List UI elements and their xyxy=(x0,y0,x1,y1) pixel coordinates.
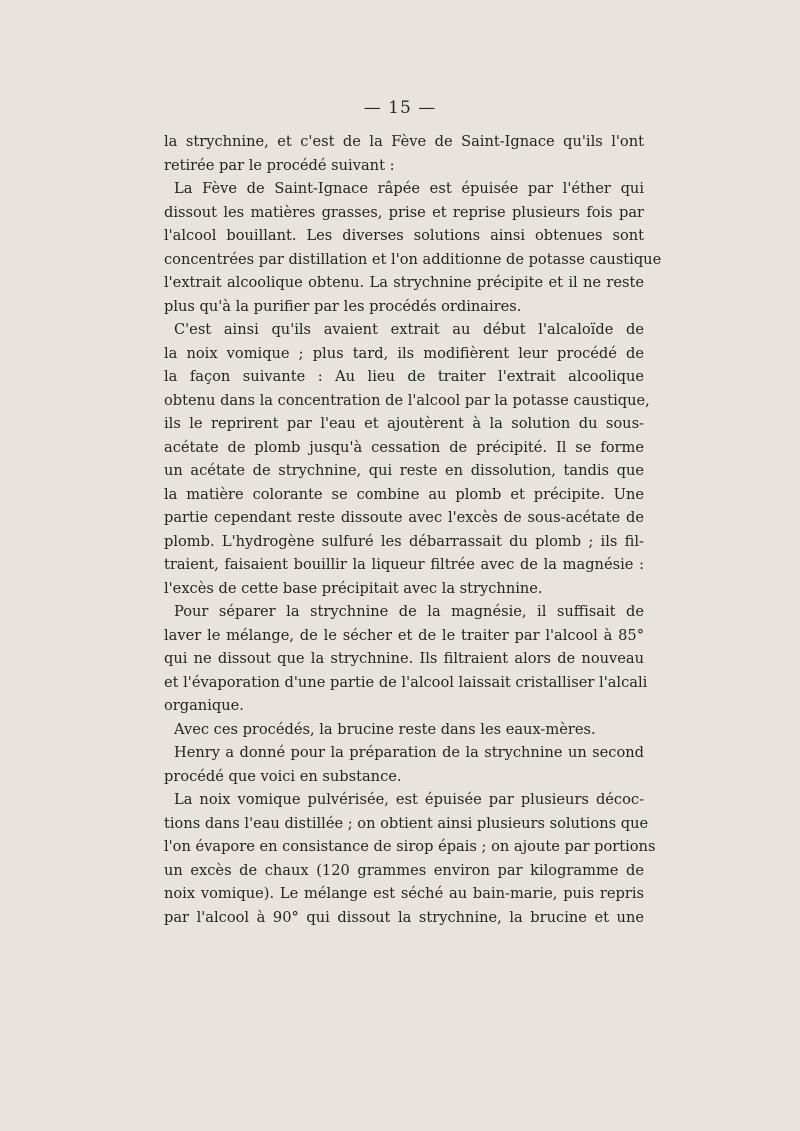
text-line: qui ne dissout que la strychnine. Ils filtraient alors de nouveau xyxy=(164,650,644,667)
text-line: Avec ces procédés, la brucine reste dans les eaux-mères. xyxy=(174,720,596,738)
text-line: traient, faisaient bouillir la liqueur filtrée avec de la magnésie : xyxy=(164,556,644,573)
text-line: procédé que voici en substance. xyxy=(164,767,402,785)
text-line: par l'alcool à 90° qui dissout la strychnine, la brucine et une xyxy=(164,908,644,926)
text-line: La Fève de Saint-Ignace râpée est épuisée par l'éther qui xyxy=(174,180,644,197)
body-text xyxy=(164,130,662,929)
text-line: la noix vomique ; plus tard, ils modifièrent leur procédé de xyxy=(164,344,644,362)
text-line: la strychnine, et c'est de la Fève de Saint-Ignace qu'ils l'ont xyxy=(164,133,644,150)
text-line: noix vomique). Le mélange est séché au bain-marie, puis repris xyxy=(164,885,644,902)
text-line: La noix vomique pulvérisée, est épuisée par plusieurs décoc- xyxy=(174,791,644,808)
text-line: laver le mélange, de le sécher et de le traiter par l'alcool à 85° xyxy=(164,626,644,644)
text-line: la matière colorante se combine au plomb et précipite. Une xyxy=(164,485,644,503)
text-line: Henry a donné pour la préparation de la strychnine un second xyxy=(174,744,644,761)
text-line: la façon suivante : Au lieu de traiter l'extrait alcoolique xyxy=(164,368,644,385)
text-line: plus qu'à la purifier par les procédés ordinaires. xyxy=(164,297,522,315)
text-line: un excès de chaux (120 grammes environ par kilogramme de xyxy=(164,861,644,879)
text-line: concentrées par distillation et l'on additionne de potasse caustique xyxy=(164,250,662,268)
text-line: tions dans l'eau distillée ; on obtient ainsi plusieurs solutions que xyxy=(164,814,649,832)
text-line: un acétate de strychnine, qui reste en dissolution, tandis que xyxy=(164,462,644,479)
text-line: et l'évaporation d'une partie de l'alcool laissait cristalliser l'alcali xyxy=(164,673,648,691)
text-line: obtenu dans la concentration de l'alcool par la potasse caustique, xyxy=(164,391,650,409)
text-line: ils le reprirent par l'eau et ajoutèrent à la solution du sous- xyxy=(164,415,644,432)
text-line: Pour séparer la strychnine de la magnésie, il suffisait de xyxy=(174,603,644,620)
text-line: l'on évapore en consistance de sirop épais ; on ajoute par portions xyxy=(164,838,656,855)
text-line: organique. xyxy=(164,697,244,714)
text-line: partie cependant reste dissoute avec l'excès de sous-acétate de xyxy=(164,509,644,526)
text-line: acétate de plomb jusqu'à cessation de précipité. Il se forme xyxy=(164,438,644,456)
text-line: C'est ainsi qu'ils avaient extrait au début l'alcaloïde de xyxy=(174,321,644,338)
page-number: — 15 — xyxy=(363,98,437,118)
text-line: l'excès de cette base précipitait avec la strychnine. xyxy=(164,579,543,597)
text-line: plomb. L'hydrogène sulfuré les débarrassait du plomb ; ils fil- xyxy=(164,532,644,550)
text-line: retirée par le procédé suivant : xyxy=(164,156,395,174)
text-line: dissout les matières grasses, prise et reprise plusieurs fois par xyxy=(164,203,644,221)
text-line: l'alcool bouillant. Les diverses solutions ainsi obtenues sont xyxy=(164,227,644,244)
text-line: l'extrait alcoolique obtenu. La strychnine précipite et il ne reste xyxy=(164,274,644,291)
